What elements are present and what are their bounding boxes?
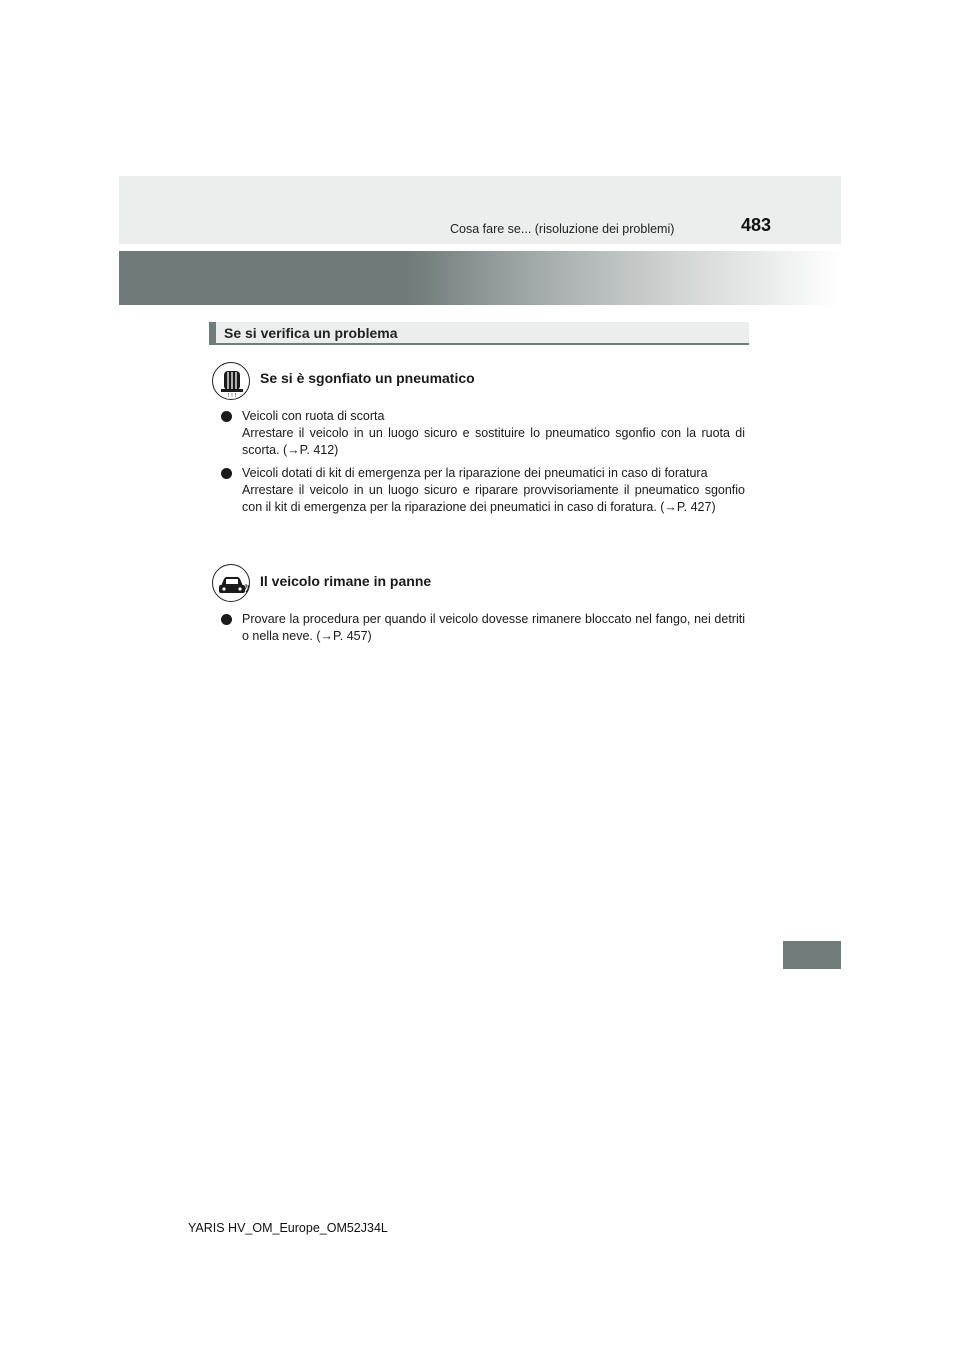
- bullet-body: Arrestare il veicolo in un luogo sicuro e sostituire lo pneumatico sgonfio con la ruota di scorta. (→P. 412): [242, 426, 745, 457]
- bullet-label: Veicoli dotati di kit di emergenza per la riparazione dei pneumatici in caso di foratura: [242, 466, 708, 480]
- list-item: [221, 408, 745, 459]
- bullet-body: Arrestare il veicolo in un luogo sicuro e riparare provvisoriamente il pneumatico sgonfio con il kit di emergenza per la riparazione dei pneumatici in caso di foratura. (→P. 427): [242, 483, 745, 514]
- topic-title-flat-tire: Se si è sgonfiato un pneumatico: [260, 370, 475, 386]
- bullet-icon: [221, 614, 232, 625]
- bullet-body: Provare la procedura per quando il veicolo dovesse rimanere bloccato nel fango, nei detriti o nella neve. (→P. 457): [242, 612, 745, 643]
- list-item: [221, 611, 745, 645]
- bullet-icon: [221, 411, 232, 422]
- chapter-tab: [783, 941, 841, 969]
- chapter-banner: [119, 251, 841, 305]
- list-item: [221, 465, 745, 516]
- header-title: Cosa fare se... (risoluzione dei problemi): [450, 222, 675, 236]
- topic-title-stuck-vehicle: Il veicolo rimane in panne: [260, 573, 432, 589]
- svg-text:! ! !: ! ! !: [227, 393, 237, 399]
- stuck-vehicle-icon: [212, 564, 250, 602]
- bullet-icon: [221, 468, 232, 479]
- section-heading-text: Se si verifica un problema: [224, 325, 398, 341]
- footer-doc-code: YARIS HV_OM_Europe_OM52J34L: [188, 1221, 388, 1235]
- page-number: 483: [741, 215, 772, 235]
- section-heading: [209, 322, 749, 345]
- bullet-label: Veicoli con ruota di scorta: [242, 409, 385, 423]
- flat-tire-icon: [212, 362, 250, 400]
